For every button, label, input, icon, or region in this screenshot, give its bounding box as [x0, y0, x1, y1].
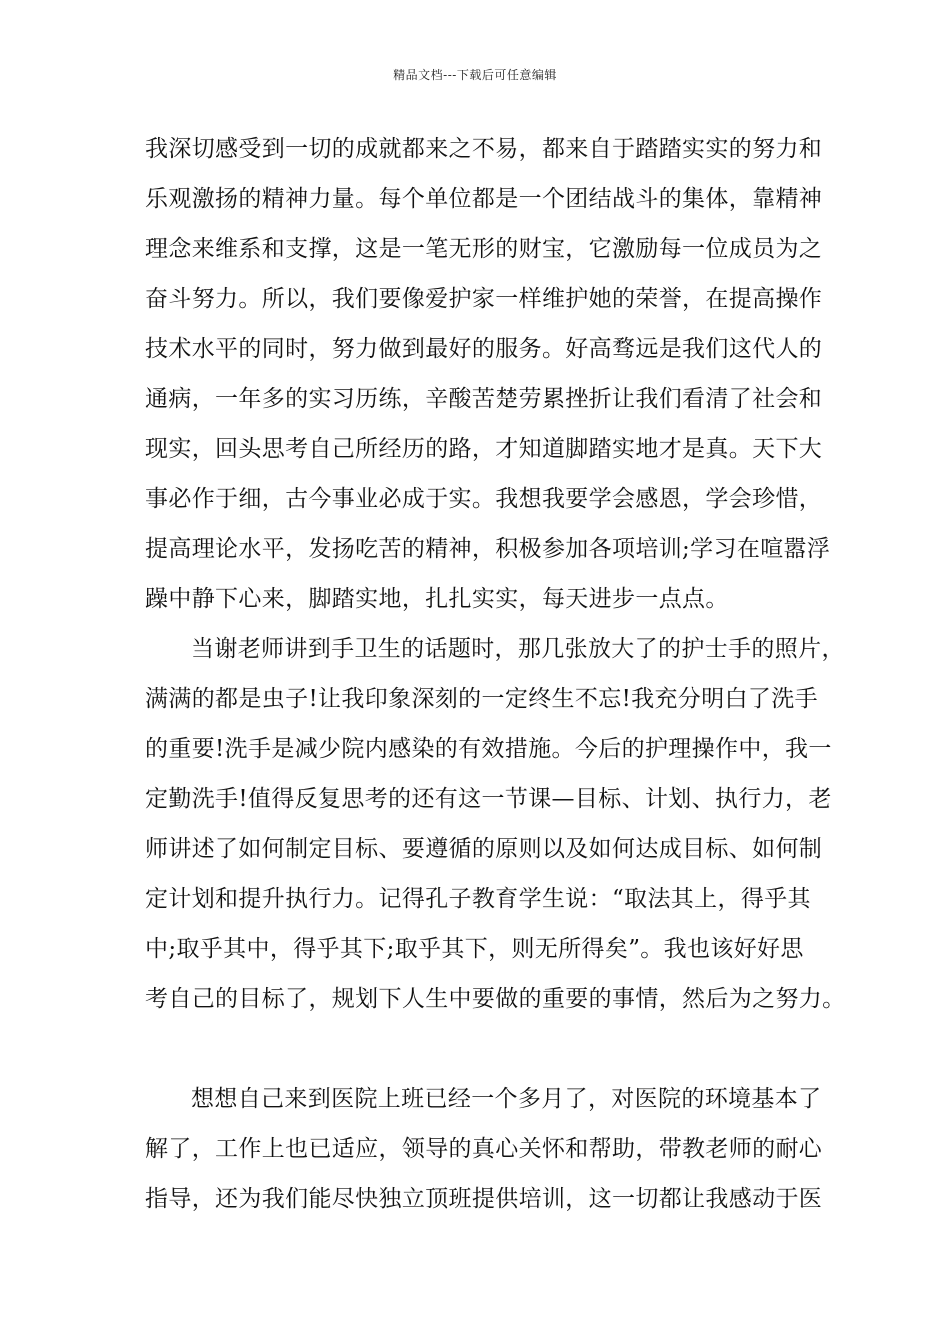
document-body	[145, 124, 846, 1224]
text-line: 事必作于细，古今事业必成于实。我想我要学会感恩，学会珍惜，	[145, 486, 823, 512]
text-line: 通病，一年多的实习历练，辛酸苦楚劳累挫折让我们看清了社会和	[145, 386, 823, 412]
text-line: 躁中静下心来，脚踏实地，扎扎实实，每天进步一点点。	[145, 586, 729, 612]
text-line: 我深切感受到一切的成就都来之不易，都来自于踏踏实实的努力和	[145, 136, 823, 162]
text-line: 当谢老师讲到手卫生的话题时，那几张放大了的护士手的照片，	[191, 636, 845, 662]
text-line: 解了，工作上也已适应，领导的真心关怀和帮助，带教老师的耐心	[145, 1136, 823, 1162]
text-line: 乐观激扬的精神力量。每个单位都是一个团结战斗的集体，靠精神	[145, 186, 823, 212]
paragraph-2	[145, 624, 846, 1024]
text-line: 提高理论水平，发扬吃苦的精神，积极参加各项培训;学习在喧嚣浮	[145, 536, 831, 562]
text-line: 指导，还为我们能尽快独立顶班提供培训，这一切都让我感动于医	[145, 1186, 823, 1212]
text-line: 师讲述了如何制定目标、要遵循的原则以及如何达成目标、如何制	[145, 836, 823, 862]
text-line: 中;取乎其中，得乎其下;取乎其下，则无所得矣”。我也该好好思	[145, 936, 804, 962]
text-line: 定勤洗手!值得反复思考的还有这一节课—目标、计划、执行力，老	[145, 786, 832, 812]
text-line: 现实，回头思考自己所经历的路，才知道脚踏实地才是真。天下大	[145, 436, 823, 462]
text-line: 定计划和提升执行力。记得孔子教育学生说：“取法其上，得乎其	[145, 886, 811, 912]
paragraph-3	[145, 1074, 825, 1224]
page-header: 精品文档---下载后可任意编辑	[393, 68, 557, 82]
paragraph-gap	[145, 1024, 825, 1074]
text-line: 的重要!洗手是减少院内感染的有效措施。今后的护理操作中，我一	[145, 736, 832, 762]
text-line: 考自己的目标了，规划下人生中要做的重要的事情，然后为之努力。	[145, 986, 846, 1012]
text-line: 满满的都是虫子!让我印象深刻的一定终生不忘!我充分明白了洗手	[145, 686, 818, 712]
text-line: 技术水平的同时，努力做到最好的服务。好高骛远是我们这代人的	[145, 336, 823, 362]
paragraph-1	[145, 124, 831, 624]
text-line: 理念来维系和支撑，这是一笔无形的财宝，它激励每一位成员为之	[145, 236, 823, 262]
text-line: 奋斗努力。所以，我们要像爱护家一样维护她的荣誉，在提高操作	[145, 286, 823, 312]
text-line: 想想自己来到医院上班已经一个多月了，对医院的环境基本了	[191, 1086, 822, 1112]
